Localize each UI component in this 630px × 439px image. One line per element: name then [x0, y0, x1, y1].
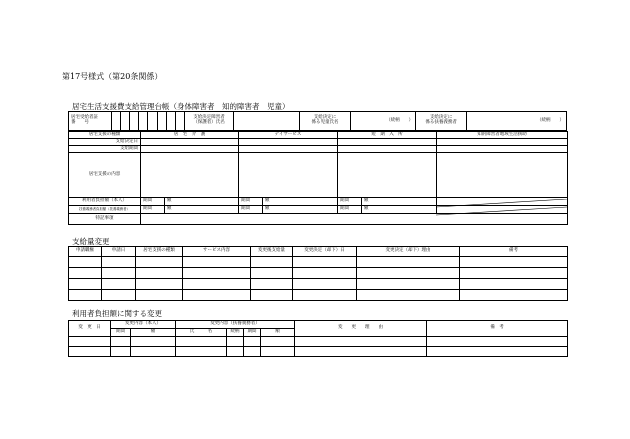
table-cell[interactable]: [176, 337, 227, 347]
table-cell[interactable]: [102, 279, 136, 290]
burden-subheader-period: 期間: [111, 329, 131, 337]
table-cell[interactable]: [227, 337, 244, 347]
table-cell[interactable]: [295, 347, 427, 357]
period-cell[interactable]: [239, 146, 338, 153]
table-cell[interactable]: [244, 347, 261, 357]
relation-field-2[interactable]: （続柄 ）: [467, 112, 567, 131]
table-cell[interactable]: [460, 268, 568, 279]
support-obligor-label: 支給決定に 係る扶養義務者: [416, 112, 467, 131]
row-label-user-burden: 利用者負担額（本人）: [69, 198, 141, 206]
table-cell[interactable]: [460, 257, 568, 268]
period-cell[interactable]: [338, 146, 437, 153]
table-cell[interactable]: [460, 290, 568, 301]
row-label-notes: 特記事項: [69, 214, 141, 225]
burden-table: [68, 320, 568, 357]
recipient-no-cell[interactable]: [148, 112, 157, 131]
guardian-label: 支給決定障害者 （保護者）氏名: [185, 112, 234, 131]
change-header: 変更決定（却下）日: [293, 247, 357, 257]
recipient-no-cell[interactable]: [175, 112, 184, 131]
recipient-no-cell[interactable]: [130, 112, 139, 131]
table-cell[interactable]: [102, 268, 136, 279]
table-cell[interactable]: [460, 279, 568, 290]
table-cell[interactable]: [111, 347, 131, 357]
table-cell[interactable]: [183, 257, 251, 268]
change-header: 居宅支援の種類: [136, 247, 183, 257]
change-header: 備考: [460, 247, 568, 257]
table-cell[interactable]: [357, 257, 460, 268]
period-label: 期間: [141, 198, 165, 206]
col-header-type: 居宅支援の種類: [69, 132, 141, 139]
row-label-content: 居宅支援の内容: [69, 153, 141, 198]
table-cell[interactable]: [102, 257, 136, 268]
table-cell[interactable]: [136, 268, 183, 279]
amount-label: 額: [362, 198, 437, 206]
table-cell[interactable]: [251, 279, 293, 290]
table-cell[interactable]: [136, 257, 183, 268]
col-header-short-stay: 短 期 入 所: [338, 132, 437, 139]
period-label: 期間: [239, 198, 263, 206]
change-header: 申請日: [102, 247, 136, 257]
guardian-name-field[interactable]: [233, 112, 299, 131]
table-cell[interactable]: [131, 337, 176, 347]
decision-date-cell[interactable]: [338, 139, 437, 146]
period-cell[interactable]: [437, 146, 568, 153]
change-header: 変更決定（却下）理由: [357, 247, 460, 257]
burden-subheader-period: 期間: [244, 329, 261, 337]
burden-subheader-amount: 額: [131, 329, 176, 337]
form-title: 居宅生活支援費支給管理台帳（身体障害者 知的障害者 児童）: [72, 102, 290, 111]
col-header-home-care: 居 宅 介 護: [141, 132, 239, 139]
burden-header-change-date: 変 更 日: [69, 321, 111, 337]
table-cell[interactable]: [251, 268, 293, 279]
period-label: 期間: [338, 206, 362, 214]
amount-label: 額: [165, 198, 239, 206]
table-cell[interactable]: [261, 347, 295, 357]
period-cell[interactable]: [141, 146, 239, 153]
recipient-no-cell[interactable]: [139, 112, 148, 131]
decision-child-label: 支給決定に 係る児童氏名: [300, 112, 351, 131]
table-cell[interactable]: [293, 268, 357, 279]
burden-subheader-amount: 額: [261, 329, 295, 337]
table-cell[interactable]: [176, 347, 227, 357]
table-cell[interactable]: [293, 290, 357, 301]
table-cell[interactable]: [69, 290, 102, 301]
recipient-no-cell[interactable]: [111, 112, 120, 131]
table-cell[interactable]: [251, 290, 293, 301]
burden-subheader-name: 氏 名: [176, 329, 227, 337]
form-number: 第17号様式（第20条関係）: [62, 72, 163, 81]
decision-date-cell[interactable]: [437, 139, 568, 146]
burden-header-content-obligor: 変更内容（扶養義務者）: [176, 321, 295, 329]
recipient-no-cell[interactable]: [157, 112, 166, 131]
table-cell[interactable]: [261, 337, 295, 347]
change-header: サービス内容: [183, 247, 251, 257]
recipient-no-cell[interactable]: [166, 112, 175, 131]
change-header: 申請職権: [69, 247, 102, 257]
table-cell[interactable]: [295, 337, 427, 347]
content-cell[interactable]: [437, 153, 568, 198]
diagonal-strike-lines: [436, 199, 567, 217]
content-cell[interactable]: [239, 153, 338, 198]
change-section-title: 支給量変更: [72, 237, 110, 246]
table-cell[interactable]: [357, 290, 460, 301]
table-cell[interactable]: [251, 257, 293, 268]
table-cell[interactable]: [69, 337, 111, 347]
change-table: [68, 246, 568, 301]
table-cell[interactable]: [357, 279, 460, 290]
burden-header-reason: 変 更 理 由: [295, 321, 427, 337]
row-label-decision-date: 支給決定日: [69, 139, 141, 146]
col-header-community-living: 知的障害者地域生活援助: [437, 132, 568, 139]
table-cell[interactable]: [293, 257, 357, 268]
amount-label: 額: [165, 206, 239, 214]
period-label: 期間: [338, 198, 362, 206]
table-cell[interactable]: [183, 290, 251, 301]
period-label: 期間: [239, 206, 263, 214]
burden-subheader-relation: 続柄: [227, 329, 244, 337]
table-cell[interactable]: [69, 257, 102, 268]
relation-field-1[interactable]: （続柄 ）: [350, 112, 415, 131]
decision-date-cell[interactable]: [141, 139, 239, 146]
burden-section-title: 利用者負担額に関する変更: [72, 309, 162, 318]
table-cell[interactable]: [357, 268, 460, 279]
table-cell[interactable]: [102, 290, 136, 301]
table-cell[interactable]: [427, 337, 568, 347]
table-cell[interactable]: [136, 279, 183, 290]
amount-label: 額: [263, 206, 338, 214]
table-cell[interactable]: [293, 279, 357, 290]
table-cell[interactable]: [244, 337, 261, 347]
table-cell[interactable]: [131, 347, 176, 357]
row-label-period: 支給期間: [69, 146, 141, 153]
table-cell[interactable]: [227, 347, 244, 357]
table-cell[interactable]: [183, 268, 251, 279]
content-cell[interactable]: [141, 153, 239, 198]
burden-header-content-self: 変更内容（本人）: [111, 321, 176, 329]
table-cell[interactable]: [69, 347, 111, 357]
content-cell[interactable]: [338, 153, 437, 198]
table-cell[interactable]: [427, 347, 568, 357]
table-cell[interactable]: [136, 290, 183, 301]
change-header: 変更後支給量: [251, 247, 293, 257]
amount-label: 額: [362, 206, 437, 214]
burden-header-remarks: 備 考: [427, 321, 568, 337]
table-cell[interactable]: [69, 279, 102, 290]
header-table: [68, 111, 567, 131]
table-cell[interactable]: [69, 268, 102, 279]
table-cell[interactable]: [111, 337, 131, 347]
decision-date-cell[interactable]: [239, 139, 338, 146]
table-cell[interactable]: [183, 279, 251, 290]
recipient-no-label: 居宅受給者証 番 号: [69, 112, 112, 131]
recipient-no-cell[interactable]: [120, 112, 129, 131]
period-label: 期間: [141, 206, 165, 214]
row-label-obligor-burden: 扶養義務者負担額（扶養義務者）: [69, 206, 141, 214]
col-header-day-service: デイサービス: [239, 132, 338, 139]
amount-label: 額: [263, 198, 338, 206]
